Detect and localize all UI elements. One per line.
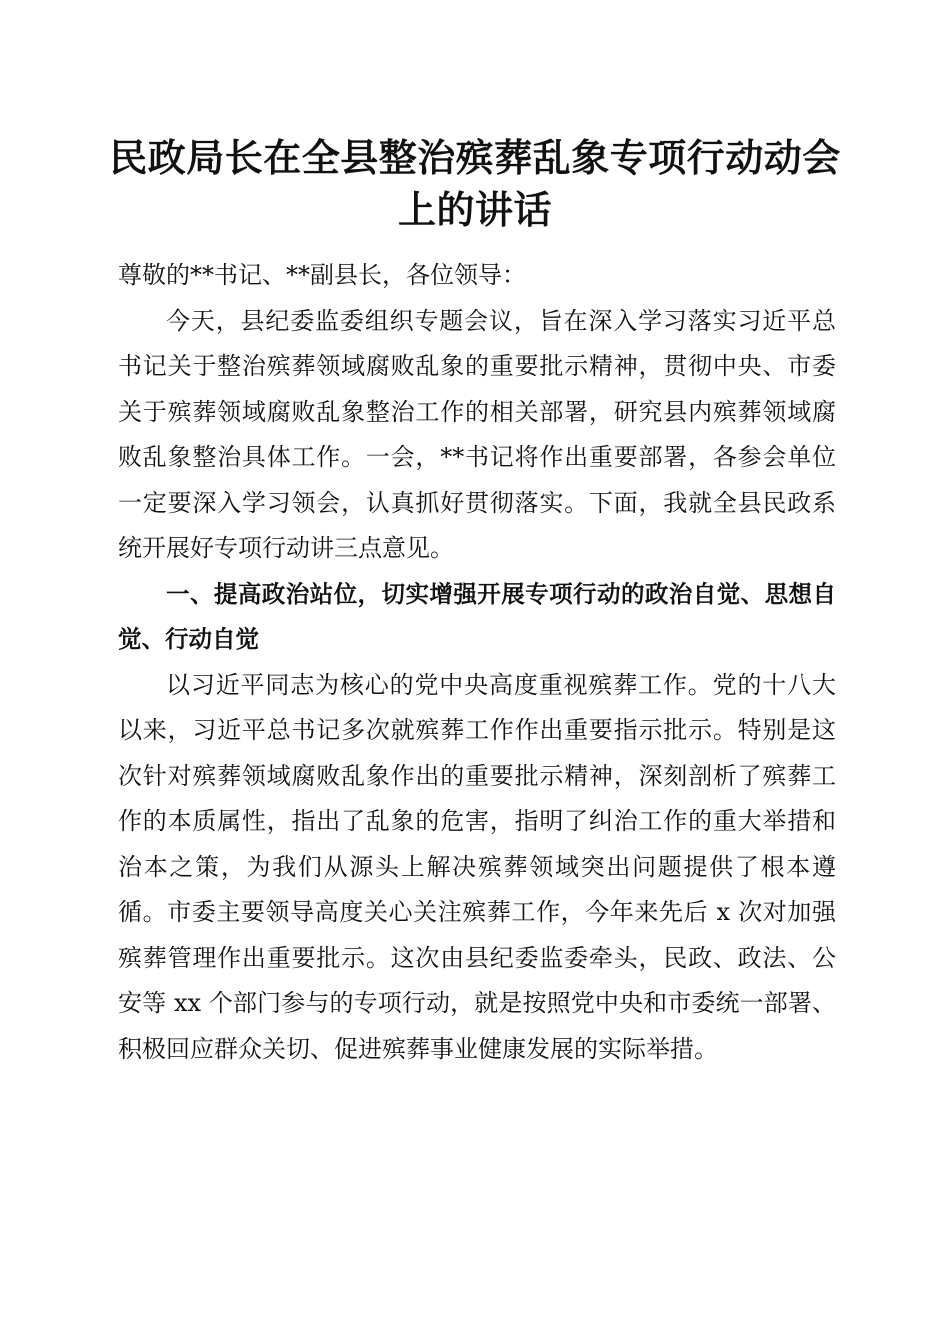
salutation: 尊敬的**书记、**副县长，各位领导： — [118, 261, 526, 289]
section-paragraph: 以习近平同志为核心的党中央高度重视殡葬工作。党的十八大以来，习近平总书记多次就殡葬工作作出重要指示批示。特别是这次针对殡葬领域腐败乱象作出的重要批示精神，深刻剖析了殡葬工作的本质属性，指出了乱象的危害，指明了纠治工作的重大举措和治本之策，为我们从源头上解决殡葬领域突出问题提供了根本遵循。市委主要领导高度关心关注殡葬工作，今年来先后 x 次对加强殡葬管理作出重要批示。这次由县纪委监委牵头，民政、政法、公安等 xx 个部门参与的专项行动，就是按照党中央和市委统一部署、积极回应群众关切、促进殡葬事业健康发展的实际举措。 — [118, 670, 836, 1063]
section-heading: 一、提高政治站位，切实增强开展专项行动的政治自觉、思想自觉、行动自觉 — [118, 579, 836, 653]
document-title: 民政局长在全县整治殡葬乱象专项行动动会上的讲话 — [109, 135, 841, 232]
document-body — [118, 253, 836, 1072]
intro-paragraph: 今天，县纪委监委组织专题会议，旨在深入学习落实习近平总书记关于整治殡葬领域腐败乱象的重要批示精神，贯彻中央、市委关于殡葬领域腐败乱象整治工作的相关部署，研究县内殡葬领域腐败乱象整治具体工作。一会，**书记将作出重要部署，各参会单位一定要深入学习领会，认真抓好贯彻落实。下面，我就全县民政系统开展好专项行动讲三点意见。 — [118, 306, 836, 562]
